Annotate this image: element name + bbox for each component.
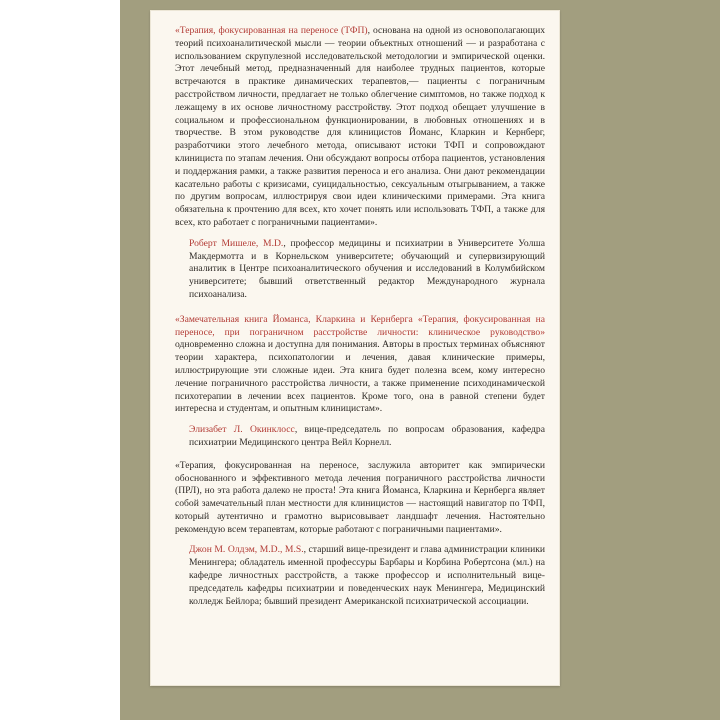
review-panel bbox=[150, 10, 560, 686]
review-attribution-3 bbox=[189, 544, 545, 608]
review-attribution-2 bbox=[189, 424, 545, 450]
quote-highlight: «Замечательная книга Йоманса, Кларкина и Кернберга «Терапия, фокусированная на переносе, при пограничном расстройстве личности: клиническое руководство» bbox=[175, 313, 545, 338]
author-description: , профессор медицины и психиатрии в Университете Уолша Макдермотта и в Корнельском университете; обучающий и супервизирующий аналитик в Центре психоаналитического обучения и исследований в Колумбийском университете; бывший ответственный редактор Международного журнала психоанализа. bbox=[189, 237, 546, 300]
author-name: Джон М. Олдэм, M.D., M.S. bbox=[189, 544, 304, 556]
author-description: , вице-председатель по вопросам образования, кафедра психиатрии Медицинского центра Вейл Корнелл. bbox=[189, 424, 545, 448]
author-name: Роберт Мишеле, M.D. bbox=[189, 237, 284, 249]
review-quote-3 bbox=[175, 460, 545, 537]
quote-text: одновременно сложна и доступна для понимания. Авторы в простых терминах объясняют теории характера, психопатологии и лечения, давая клинические примеры, иллюстрирующие эти сложные идеи. Эта книга будет полезна всем, кому интересно лечение пограничного расстройства личности, а также применение психодинамической психотерапии в лечении всех пациентов. Кроме того, она в равной степени будет интересна и студентам, и опытным клиницистам». bbox=[175, 339, 545, 415]
author-description: , старший вице-президент и глава администрации клиники Менингера; обладатель именной профессуры Барбары и Корбина Робертсона (мл.) на кафедре личностных расстройств, а также профессор и исполнительный вице-председатель кафедры психиатрии и поведенческих наук Менингера, Медицинский колледж Бейлора; бывший президент Американской психиатрической ассоциации. bbox=[189, 544, 545, 607]
author-name: Элизабет Л. Окинклосс bbox=[189, 424, 295, 436]
quote-text: «Терапия, фокусированная на переносе, заслужила авторитет как эмпирически обоснованного и эффективного метода лечения пограничного расстройства личности (ПРЛ), но эта работа далеко не проста! Эта книга Йоманса, Кларкина и Кернберга являет собой замечательный план местности для клиницистов — настоящий навигатор по ТФП, который аутентично и грамотно вырисовывает ландшафт лечения. Настоятельно рекомендую всем терапевтам, которые работают с пограничными пациентами». bbox=[175, 459, 545, 535]
quote-highlight: «Терапия, фокусированная на переносе (ТФП) bbox=[175, 25, 368, 36]
review-quote-2 bbox=[175, 314, 545, 416]
review-attribution-1 bbox=[189, 238, 545, 302]
quote-text: , основана на одной из основополагающих теорий психоаналитической мысли — теории объектных отношений — и разработана с использованием скрупулезной исследовательской методологии и эмпирической оценки. Этот лечебный метод, предназначенный для наиболее трудных пациентов, которые встречаются в практике динамических терапевтов,— пациенты с пограничным расстройством личности, предлагает не только облегчение симптомов, но также подход к лежащему в их основе личностному расстройству. Этот подход обещает улучшение в социальном и профессиональном функционировании, в любовных отношениях и в творчестве. В этом руководстве для клиницистов Йоманс, Кларкин и Кернберг, разработчики этого лечебного метода, описывают истоки ТФП и сопровождают клинициста по этапам лечения. Они обсуждают вопросы отбора пациентов, установления и поддержания рамки, а также развития переноса и его анализа. Они дают рекомендации касательно работы с кризисами, суицидальностью, сексуальным отыгрыванием, а также по другим вопросам, иллюстрируя свои идеи клиническими примерами. Эта книга обязательна к прочтению для всех, кто хочет понять или использовать ТФП, а также для всех, кто работает с пограничными пациентами». bbox=[175, 25, 546, 228]
review-quote-1 bbox=[175, 25, 545, 230]
